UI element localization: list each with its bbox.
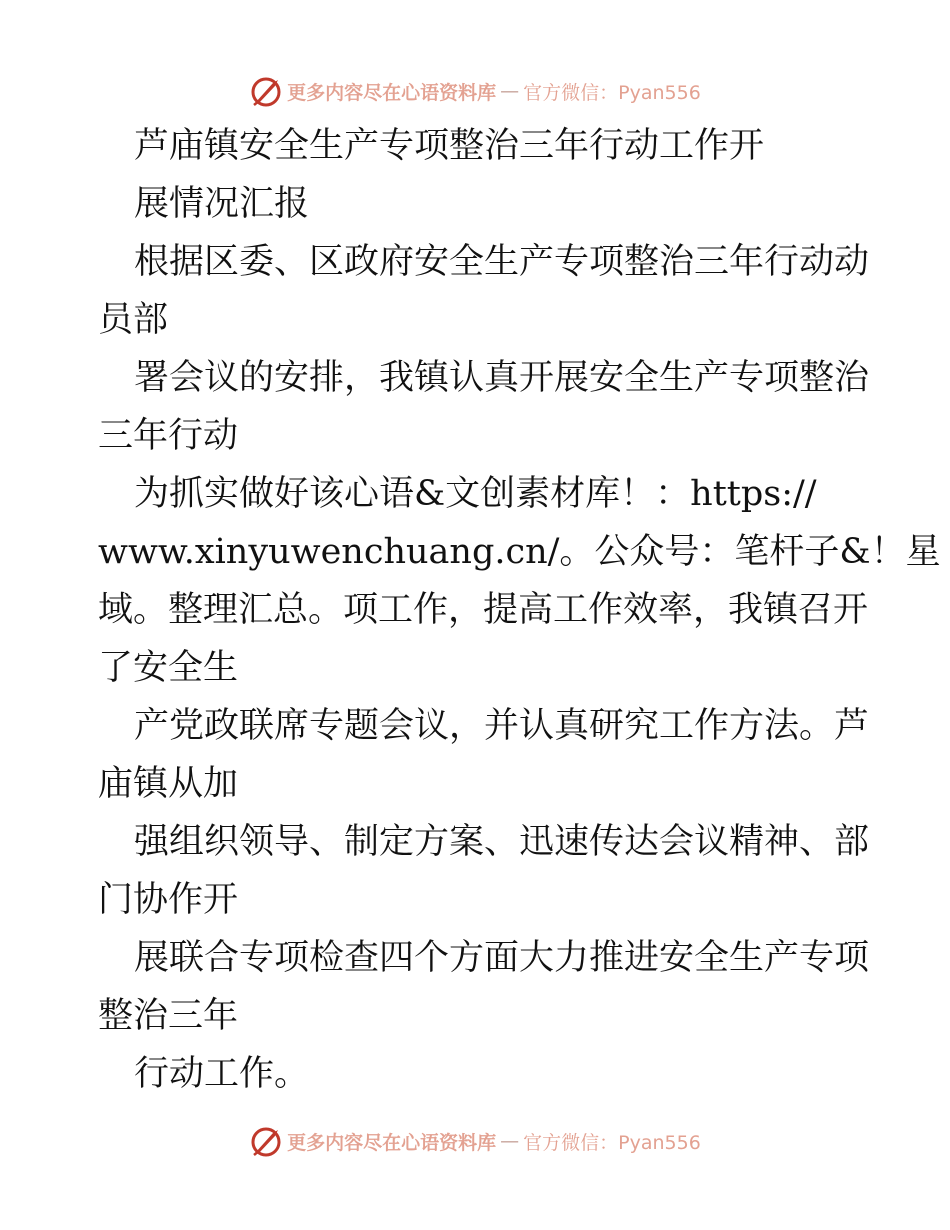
footer-watermark-banner [0, 1121, 950, 1161]
paragraph-line: 了安全生 [98, 648, 239, 688]
paragraph-line: 为抓实做好该心语&文创素材库！：https:// [134, 474, 817, 514]
watermark-main-text: 更多内容尽在心语资料库 [287, 81, 497, 104]
watermark-dash: — [500, 1130, 520, 1152]
paragraph-line: 展联合专项检查四个方面大力推进安全生产专项 [134, 938, 870, 978]
watermark-wechat-text: 官方微信：Pyan556 [523, 81, 701, 104]
paragraph-line: 三年行动 [98, 416, 239, 456]
paragraph-line: 强组织领导、制定方案、迅速传达会议精神、部 [134, 822, 870, 862]
watermark-wechat-text: 官方微信：Pyan556 [523, 1131, 701, 1154]
quill-pen-logo-icon [249, 1124, 283, 1158]
paragraph-line: 员部 [98, 300, 169, 340]
paragraph-line: www.xinyuwenchuang.cn/。公众号：笔杆子&！星 [98, 532, 941, 572]
watermark-main-text: 更多内容尽在心语资料库 [287, 1131, 497, 1154]
watermark-dash: — [500, 80, 520, 102]
header-watermark-banner [0, 71, 950, 111]
paragraph-line: 行动工作。 [134, 1054, 310, 1094]
paragraph-line: 署会议的安排，我镇认真开展安全生产专项整治 [134, 358, 870, 398]
quill-pen-logo-icon [249, 74, 283, 108]
paragraph-line: 根据区委、区政府安全生产专项整治三年行动动 [134, 242, 870, 282]
paragraph-line: 庙镇从加 [98, 764, 239, 804]
document-title-line-2: 展情况汇报 [134, 184, 310, 224]
paragraph-line: 产党政联席专题会议，并认真研究工作方法。芦 [134, 706, 870, 746]
paragraph-line: 域。整理汇总。项工作，提高工作效率，我镇召开 [98, 590, 869, 630]
document-title-line-1: 芦庙镇安全生产专项整治三年行动工作开 [134, 126, 765, 166]
paragraph-line: 门协作开 [98, 880, 239, 920]
paragraph-line: 整治三年 [98, 996, 239, 1036]
